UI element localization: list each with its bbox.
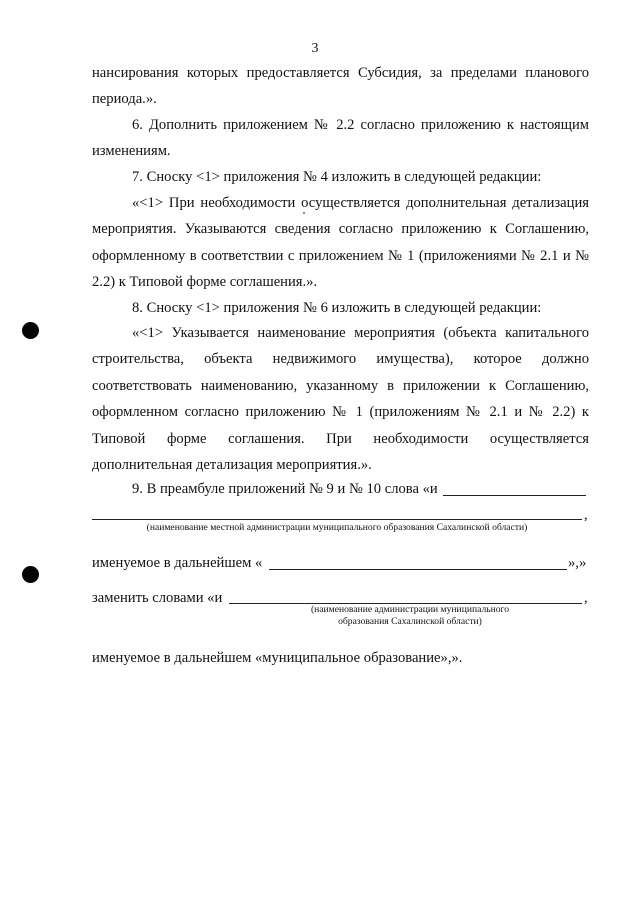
paragraph-item-7: 7. Сноску <1> приложения № 4 изложить в следующей редакции: — [132, 169, 542, 185]
comma-mark-2: , — [584, 590, 588, 606]
caption-administration-line2: образования Сахалинской области) — [338, 616, 482, 627]
caption-administration-line1: (наименование администрации муниципального — [310, 604, 510, 615]
paragraph-item-9: 9. В преамбуле приложений № 9 и № 10 слова «и — [132, 481, 438, 497]
named-suffix-text: »,» — [568, 555, 587, 571]
paragraph-continuation: нансирования которых предоставляется Субсидия, за пределами планового периода.». — [92, 65, 589, 108]
comma-mark: , — [584, 507, 588, 523]
page-number: 3 — [311, 41, 319, 56]
final-line: именуемое в дальнейшем «муниципальное образование»,». — [92, 650, 463, 666]
paragraph-item-6: 6. Дополнить приложением № 2.2 согласно приложению к настоящим изменениям. — [92, 117, 589, 160]
blank-line-named — [269, 569, 567, 570]
paragraph-footnote-6: «<1> Указывается наименование мероприятия (объекта капитального строительства, объекта недвижимого имущества), которое должно соответствовать наименованию, указанному в приложении к Соглашению, оформленном согласно приложению № 1 (приложениям № 2.1 и № 2.2) к Типовой форме соглашения. При необходимости осуществляется дополнительная детализация мероприятия.». — [92, 325, 589, 474]
paragraph-item-8: 8. Сноску <1> приложения № 6 изложить в следующей редакции: — [132, 300, 542, 316]
scan-speck — [303, 212, 305, 214]
caption-local-administration: (наименование местной администрации муниципального образования Сахалинской области) — [146, 522, 528, 533]
punch-hole-bottom — [22, 566, 39, 583]
punch-hole-top — [22, 322, 39, 339]
paragraph-footnote-4: «<1> При необходимости осуществляется дополнительная детализация мероприятия. Указываются сведения согласно приложению к Соглашению, оформленному в соответствии с приложением № 1 (приложениями № 2.1 и № 2.2) к Типовой форме соглашения.». — [92, 195, 589, 291]
named-prefix-text: именуемое в дальнейшем « — [92, 555, 263, 571]
replace-prefix-text: заменить словами «и — [92, 590, 223, 606]
blank-line-admin-name-start — [443, 495, 586, 496]
blank-line-admin-name — [92, 519, 582, 520]
